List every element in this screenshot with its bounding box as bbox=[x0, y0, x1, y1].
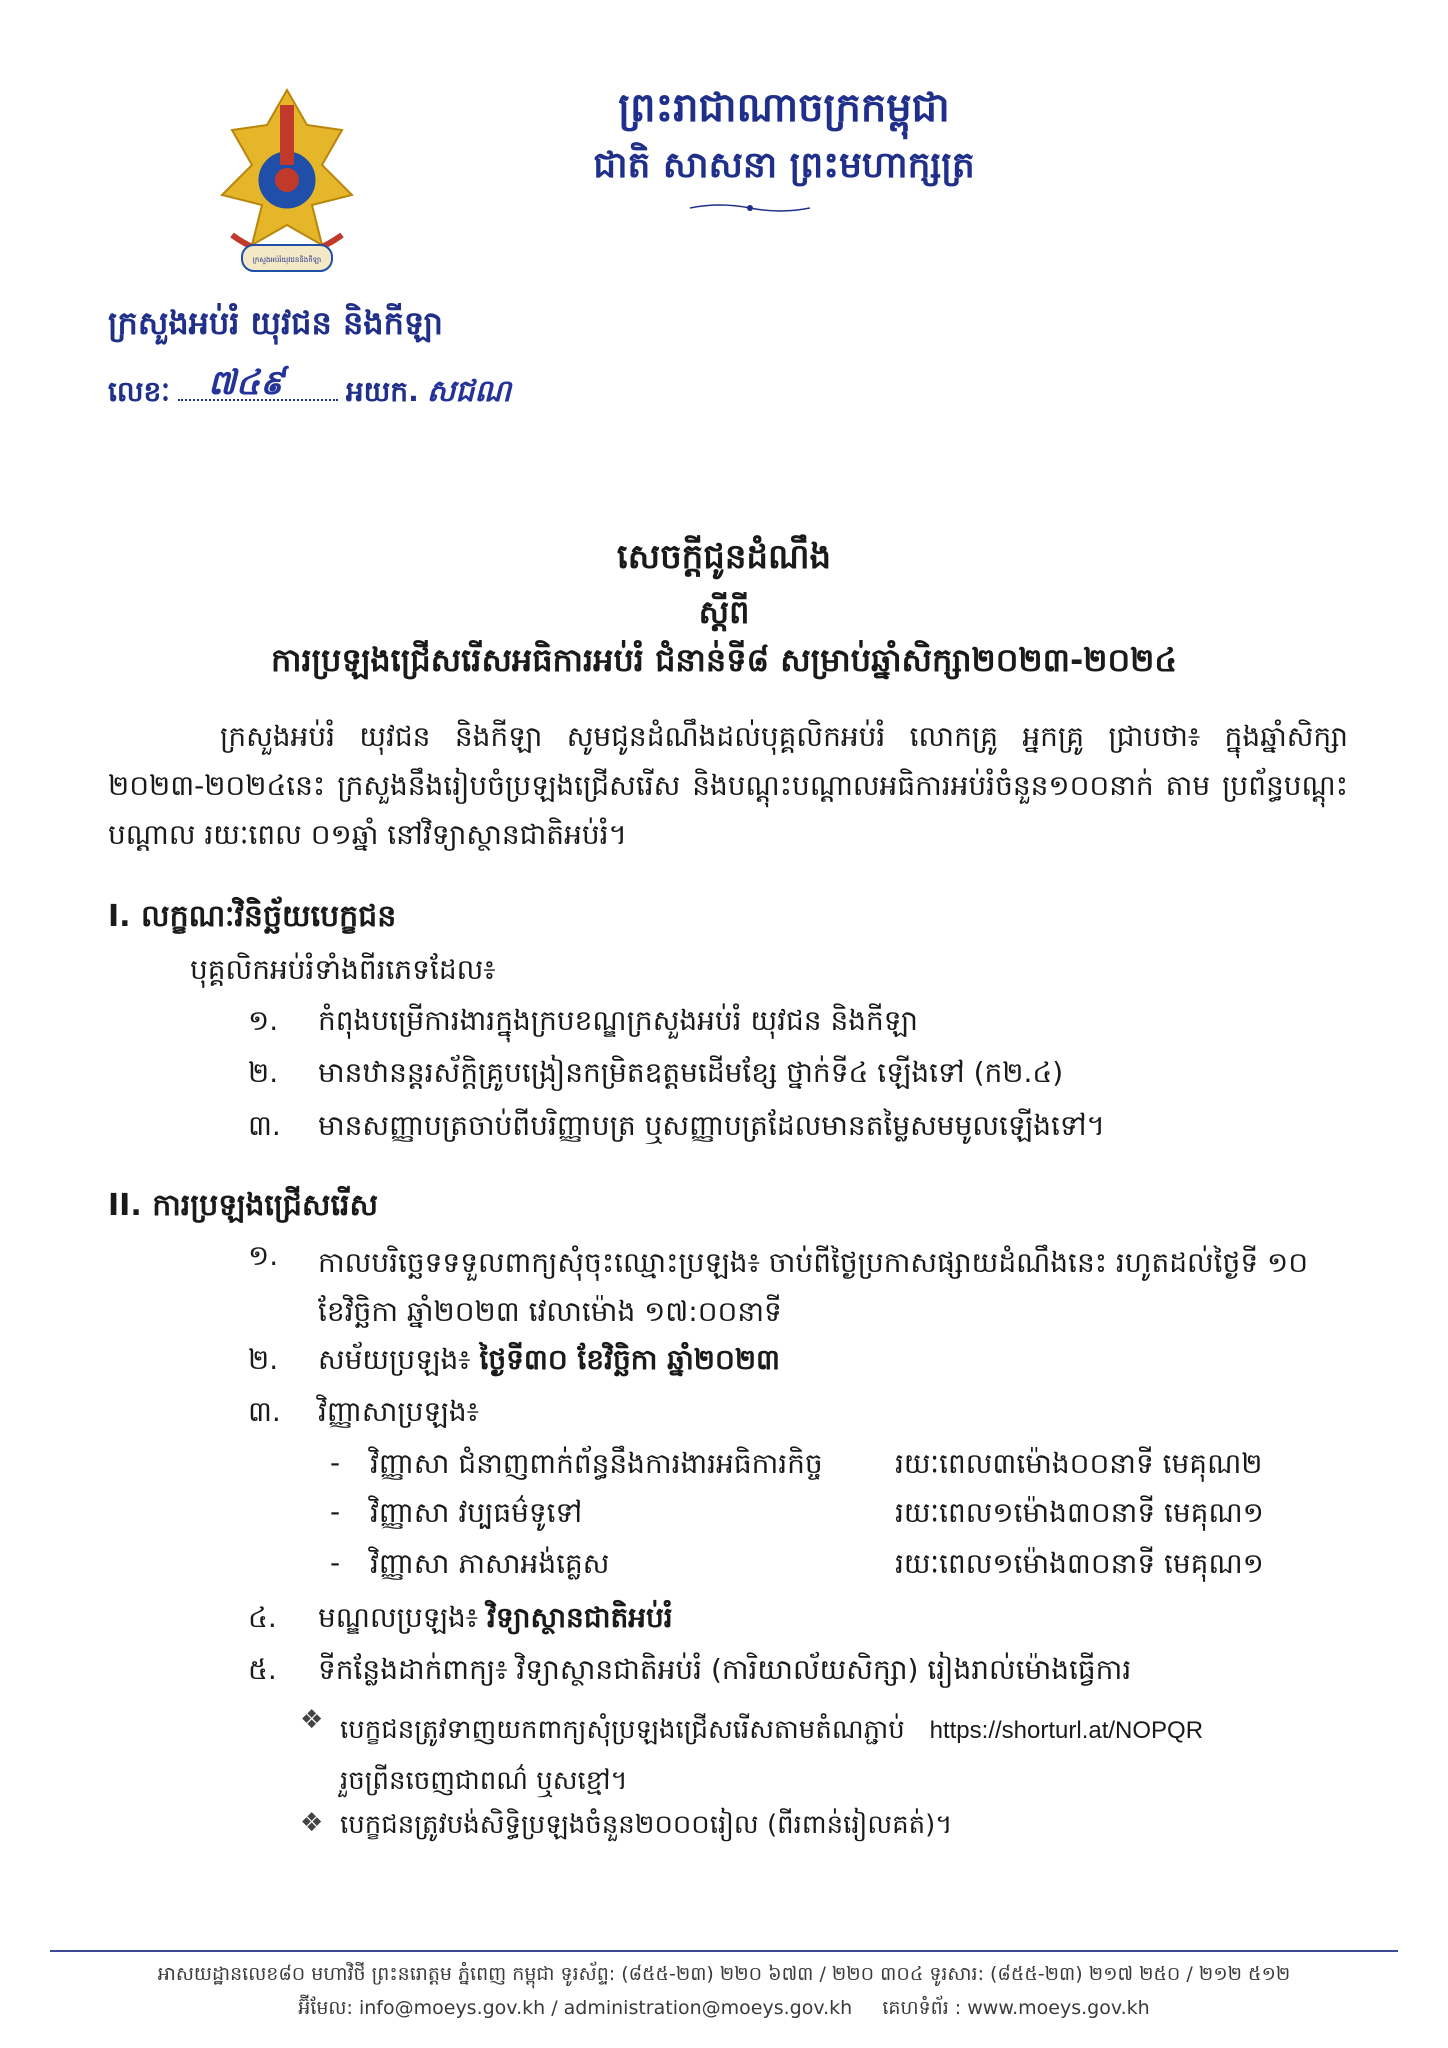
criteria-item bbox=[248, 1108, 1105, 1149]
item-text: មានសញ្ញាបត្រចាប់ពីបរិញ្ញាបត្រ ឬសញ្ញាបត្រដែលមានតម្លៃសមមូលឡើងទៅ។ bbox=[318, 1109, 1105, 1142]
item-number: ១. bbox=[248, 1239, 279, 1272]
item-number: ៥. bbox=[248, 1653, 277, 1686]
subject-dash: - bbox=[330, 1546, 341, 1579]
criteria-item bbox=[248, 1055, 1063, 1096]
exam-item-date bbox=[248, 1342, 780, 1383]
number-label: លេខៈ bbox=[108, 375, 170, 408]
item-number: ២. bbox=[248, 1056, 279, 1089]
document-subtitle: ស្តីពី bbox=[698, 593, 750, 631]
subject-duration: រយៈពេល១ម៉ោង៣០នាទី មេគុណ១ bbox=[895, 1547, 1264, 1580]
item-number: ៤. bbox=[248, 1601, 277, 1634]
footer-contacts bbox=[0, 1996, 1448, 2024]
email-label: អ៊ីមែល: bbox=[298, 1997, 353, 2019]
email-addresses[interactable]: info@moeys.gov.kh / administration@moeys.gov.kh bbox=[358, 1997, 853, 2019]
bullet-text bbox=[340, 1705, 1203, 1806]
bullet-fee bbox=[300, 1808, 1350, 1846]
footer-address: អាសយដ្ឋានលេខ៨០ មហាវិថី ព្រះនរោត្តម ភ្នំពេញ កម្ពុជា ទូរស័ព្ទ: (៨៥៥-២៣) ២២០ ៦៧៣ / ២២០ ៣០៤ ទូរសារ: (៨៥៥-២៣) ២១៧ ២៥០ / ២១២ ៥១២ bbox=[157, 1963, 1291, 1985]
subject-row bbox=[330, 1546, 1350, 1587]
item-label: មណ្ឌលប្រឡង៖ bbox=[318, 1601, 479, 1634]
footer-divider bbox=[50, 1950, 1398, 1952]
item-number: ១. bbox=[248, 1004, 279, 1037]
exam-item-submission bbox=[248, 1652, 1131, 1693]
document-subject: ការប្រឡងជ្រើសរើសអធិការអប់រំ ជំនាន់ទី៨ សម្រាប់ឆ្នាំសិក្សា២០២៣-២០២៤ bbox=[270, 641, 1178, 679]
number-field bbox=[178, 363, 338, 403]
bullet-download bbox=[300, 1705, 1350, 1806]
ministry-name: ក្រសួងអប់រំ យុវជន និងកីឡា bbox=[108, 304, 443, 342]
exam-item-subjects bbox=[248, 1394, 479, 1435]
exam-item-registration bbox=[248, 1238, 1348, 1336]
item-text: មានឋានន្តរស័ក្តិគ្រូបង្រៀនកម្រិតឧត្តមដើមខ្សែ ថ្នាក់ទី៤ ឡើងទៅ (ក២.៤) bbox=[318, 1056, 1064, 1089]
section-2-title: ការប្រឡងជ្រើសរើស bbox=[152, 1188, 379, 1223]
section-1-number: I. bbox=[108, 899, 131, 934]
ministry-emblem bbox=[212, 85, 362, 285]
item-label: វិញ្ញាសាប្រឡង៖ bbox=[318, 1395, 479, 1428]
download-link[interactable]: https://shorturl.at/NOPQR bbox=[929, 1717, 1204, 1744]
website-link[interactable]: www.moeys.gov.kh bbox=[967, 1997, 1150, 2019]
item-text: កំពុងបម្រើការងារក្នុងក្របខណ្ឌក្រសួងអប់រំ យុវជន និងកីឡា bbox=[318, 1004, 918, 1037]
exam-center: វិទ្យាស្ថានជាតិអប់រំ bbox=[487, 1601, 673, 1634]
subject-name: វិញ្ញាសា វប្បធម៌ទូទៅ bbox=[370, 1496, 583, 1529]
section-2-number: II. bbox=[108, 1188, 142, 1223]
number-suffix: អយក. bbox=[345, 375, 419, 408]
item-text: កាលបរិច្ឆេទទទួលពាក្យសុំចុះឈ្មោះប្រឡង៖ ចាប់ពីថ្ងៃប្រកាសផ្សាយដំណឹងនេះ រហូតដល់ថ្ងៃទី ១០ ខែវិច្ឆិកា ឆ្នាំ២០២៣ វេលាម៉ោង ១៧:០០នាទី bbox=[318, 1246, 1309, 1328]
subject-name: វិញ្ញាសា ជំនាញពាក់ព័ន្ធនឹងការងារអធិការកិច្ច bbox=[370, 1447, 823, 1480]
exam-date: ថ្ងៃទី៣០ ខែវិច្ឆិកា ឆ្នាំ២០២៣ bbox=[479, 1343, 780, 1376]
bullet-text-part: បេក្ខជនត្រូវទាញយកពាក្យសុំប្រឡងជ្រើសរើសតាមតំណភ្ជាប់ bbox=[340, 1715, 905, 1745]
section-2-heading bbox=[108, 1186, 378, 1230]
kingdom-title: ព្រះរាជាណាចក្រកម្ពុជា bbox=[618, 85, 950, 131]
bullet-text-part: រួចព្រីនចេញជាពណ៌ ឬសខ្មៅ។ bbox=[340, 1766, 628, 1796]
subject-name: វិញ្ញាសា ភាសាអង់គ្លេស bbox=[370, 1547, 610, 1580]
ornament-divider bbox=[690, 200, 810, 216]
bullet-text: បេក្ខជនត្រូវបង់សិទ្ធិប្រឡងចំនួន២០០០រៀល (ពីរពាន់រៀលគត់)។ bbox=[340, 1810, 953, 1840]
item-number: ៣. bbox=[248, 1109, 281, 1142]
document-title: សេចក្តីជូនដំណឹង bbox=[616, 537, 832, 577]
intro-paragraph: ក្រសួងអប់រំ យុវជន និងកីឡា សូមជូនដំណឹងដល់បុគ្គលិកអប់រំ លោកគ្រូ អ្នកគ្រូ ជ្រាបថា៖ ក្នុងឆ្នាំសិក្សា ២០២៣-២០២៤នេះ ក្រសួងនឹងរៀបចំប្រឡងជ្រើសរើស និងបណ្តុះបណ្តាលអធិការអប់រំចំនួន១០០នាក់ តាម ប្រព័ន្ធបណ្តុះបណ្តាល រយៈពេល ០១ឆ្នាំ នៅវិទ្យាស្ថានជាតិអប់រំ។ bbox=[108, 720, 1348, 851]
bullet-icon: ❖ bbox=[300, 1808, 324, 1838]
criteria-item bbox=[248, 1003, 918, 1044]
subject-duration: រយៈពេល១ម៉ោង៣០នាទី មេគុណ១ bbox=[895, 1496, 1264, 1529]
subject-duration: រយៈពេល៣ម៉ោង០០នាទី មេគុណ២ bbox=[895, 1447, 1263, 1480]
website-label: គេហទំព័រ : bbox=[882, 1997, 962, 2019]
item-number: ៣. bbox=[248, 1395, 281, 1428]
item-text: ទីកន្លែងដាក់ពាក្យ៖ វិទ្យាស្ថានជាតិអប់រំ (ការិយាល័យសិក្សា) រៀងរាល់ម៉ោងធ្វើការ bbox=[318, 1653, 1132, 1686]
emblem-label: ក្រសួងអប់រំយុវជននិងកីឡា bbox=[252, 256, 322, 264]
bullet-icon: ❖ bbox=[300, 1705, 324, 1735]
national-motto: ជាតិ សាសនា ព្រះមហាក្សត្រ bbox=[593, 145, 975, 186]
exam-item-center bbox=[248, 1600, 673, 1641]
section-1-heading bbox=[108, 897, 396, 941]
handwritten-number: ៧៤៩ bbox=[207, 363, 284, 403]
handwritten-suffix: សជណ bbox=[426, 374, 511, 409]
subject-dash: - bbox=[330, 1446, 341, 1479]
section-1-title: លក្ខណៈវិនិច្ឆ័យបេក្ខជន bbox=[141, 899, 397, 934]
section-1-lead: បុគ្គលិកអប់រំទាំងពីរភេទដែល៖ bbox=[190, 953, 496, 986]
subject-dash: - bbox=[330, 1495, 341, 1528]
subject-row bbox=[330, 1495, 1350, 1536]
subject-row bbox=[330, 1446, 1350, 1487]
item-number: ២. bbox=[248, 1343, 279, 1376]
reference-number bbox=[108, 363, 511, 416]
item-label: សម័យប្រឡង៖ bbox=[318, 1343, 471, 1376]
